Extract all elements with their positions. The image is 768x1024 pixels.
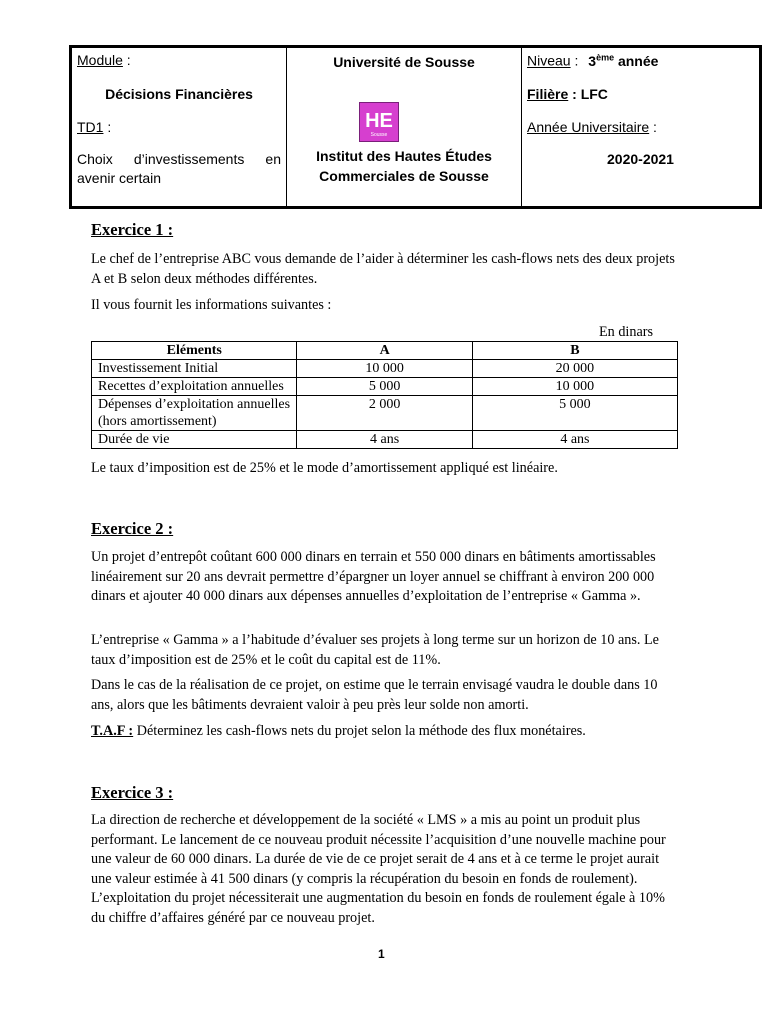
- exercise-1-title: Exercice 1 :: [91, 220, 174, 239]
- td-label: TD1: [77, 119, 104, 135]
- exercise-1-tax-note: Le taux d’imposition est de 25% et le mode d’amortissement appliqué est linéaire.: [91, 460, 558, 476]
- filiere-line: [527, 86, 754, 102]
- filiere-label: Filière: [527, 86, 569, 102]
- institute-name: Institut des Hautes Études Commerciales de Sousse: [316, 148, 492, 184]
- header-level-cell: [522, 48, 759, 206]
- exercise-3-para-1: La direction de recherche et développement de la société « LMS » a mis au point un produit plus performant. Le lancement de ce nouveau produit nécessite l’acquisition d’une nouvelle machine pour une valeur de 60 000 dinars. La durée de vie de ce projet serait de 4 ans et à ce terme le projet aurait une valeur estimée à 41 500 dinars (y compris la récupération du besoin en fonds de roulement). L’exploitation du projet nécessiterait une augmentation du besoin en fonds de roulement égale à 10% du chiffre d’affaires généré par ce nouveau projet.: [91, 812, 666, 926]
- module-label: Module: [77, 52, 123, 68]
- row-label: Durée de vie: [92, 431, 297, 449]
- col-header-b: B: [472, 342, 677, 360]
- annee-line: Année Universitaire :: [527, 119, 657, 135]
- col-header-a: A: [297, 342, 472, 360]
- cell-b: 5 000: [472, 396, 677, 431]
- projects-table: [91, 341, 678, 449]
- cell-b: 10 000: [472, 378, 677, 396]
- table-row: [92, 360, 678, 378]
- university-name: Université de Sousse: [333, 54, 475, 70]
- col-header-elements: Eléments: [92, 342, 297, 360]
- document-header: [69, 45, 762, 209]
- row-label: Investissement Initial: [92, 360, 297, 378]
- cell-a: 10 000: [297, 360, 472, 378]
- td-line: TD1 :: [77, 119, 112, 135]
- logo-caption: Sousse: [370, 132, 388, 138]
- exercise-2-para-2: L’entreprise « Gamma » a l’habitude d’évaluer ses projets à long terme sur un horizon de 10 ans. Le taux d’imposition est de 25% et le coût du capital est de 11%.: [91, 632, 659, 668]
- niveau-line: Niveau : 3ème année: [527, 52, 659, 69]
- exercise-2-para-1: Un projet d’entrepôt coûtant 600 000 dinars en terrain et 550 000 dinars en bâtiments amortissables linéairement sur 20 ans devrait permettre d’épargner un loyer annuel se chiffrant à environ 200 000 dinars et ajouter 40 000 dinars aux dépenses annuelles d’exploitation de l’entreprise « Gamma ».: [91, 549, 656, 604]
- table-row: [92, 378, 678, 396]
- exercise-2-title: Exercice 2 :: [91, 519, 174, 538]
- cell-a: 2 000: [297, 396, 472, 431]
- annee-value: 2020-2021: [607, 151, 674, 167]
- row-label: Dépenses d’exploitation annuelles (hors amortissement): [92, 396, 297, 431]
- exercise-1-intro: Le chef de l’entreprise ABC vous demande de l’aider à déterminer les cash-flows nets des deux projets A et B selon deux méthodes différentes.: [91, 251, 675, 287]
- row-label: Recettes d’exploitation annuelles: [92, 378, 297, 396]
- cell-a: 5 000: [297, 378, 472, 396]
- niveau-label: Niveau: [527, 52, 571, 69]
- institution-logo: [359, 102, 399, 142]
- exercise-2-para-3: Dans le cas de la réalisation de ce projet, on estime que le terrain envisagé vaudra le double dans 10 ans, alors que les bâtiments devraient valoir à peu près leur solde non amorti.: [91, 677, 658, 713]
- table-row: [92, 431, 678, 449]
- exercise-2-taf: [91, 722, 681, 742]
- exercise-1-info: Il vous fournit les informations suivantes :: [91, 297, 332, 313]
- module-line: Module :: [77, 52, 131, 68]
- niveau-value: 3ème année: [588, 52, 659, 69]
- exercise-3-title: Exercice 3 :: [91, 783, 174, 802]
- table-unit: En dinars: [599, 324, 653, 340]
- header-module-cell: [72, 48, 287, 206]
- cell-b: 20 000: [472, 360, 677, 378]
- module-value: Décisions Financières: [105, 86, 253, 102]
- table-row: [92, 396, 678, 431]
- filiere-value: : LFC: [568, 86, 608, 102]
- logo-mark-icon: [361, 105, 397, 139]
- page-number: 1: [378, 947, 385, 961]
- taf-text: Déterminez les cash-flows nets du projet selon la méthode des flux monétaires.: [133, 723, 586, 739]
- cell-b: 4 ans: [472, 431, 677, 449]
- cell-a: 4 ans: [297, 431, 472, 449]
- header-institution-cell: [287, 48, 522, 206]
- table-header-row: [92, 342, 678, 360]
- logo-text: HE: [365, 110, 393, 132]
- taf-label: T.A.F :: [91, 723, 134, 739]
- td-title: Choix d’investissements en avenir certain: [77, 151, 281, 186]
- annee-label: Année Universitaire: [527, 119, 650, 135]
